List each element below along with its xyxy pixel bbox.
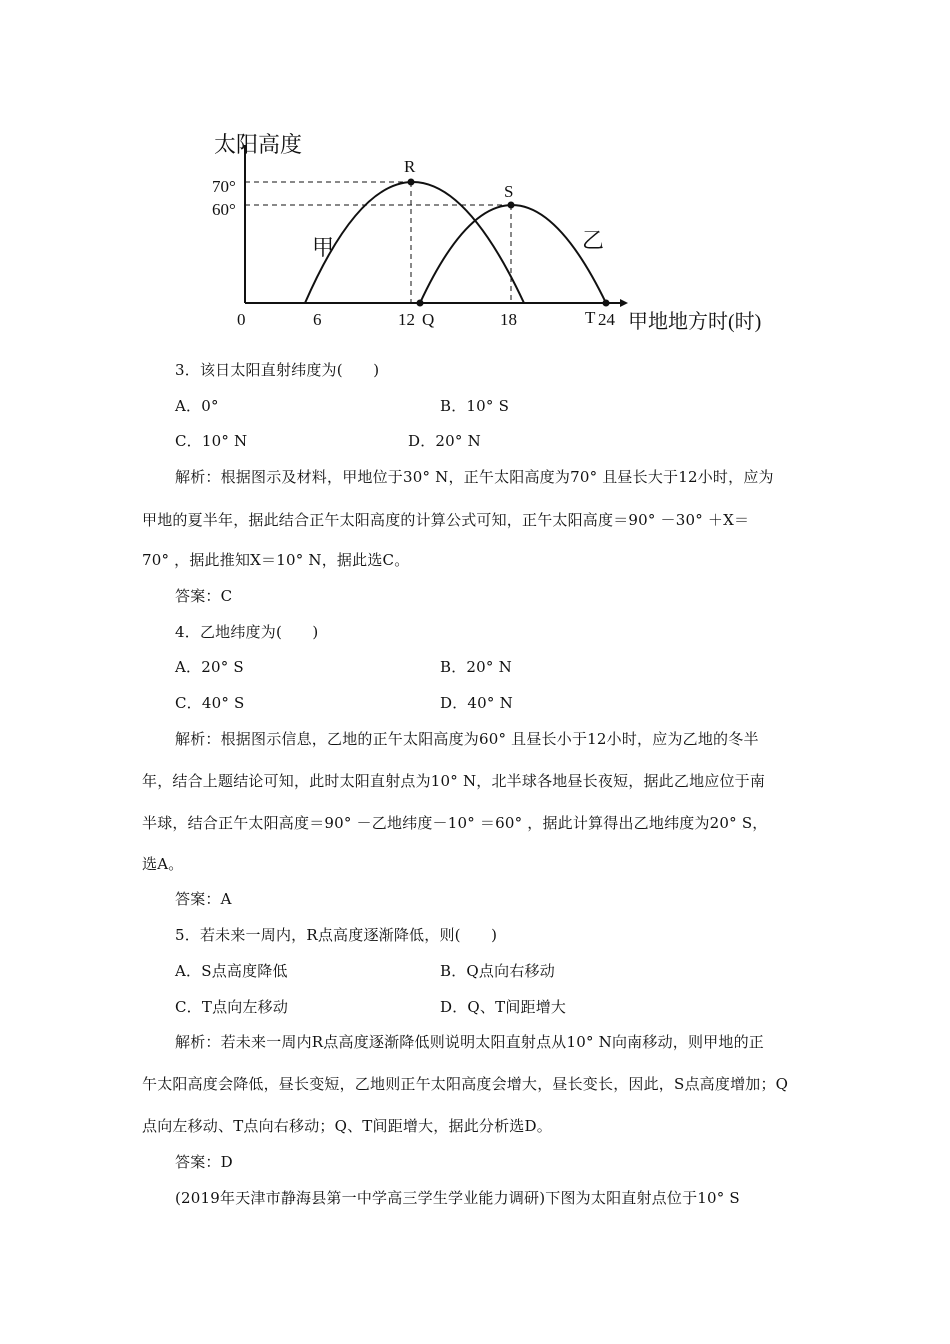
series-yi-curve: [420, 205, 606, 303]
x-tick-18: 18: [500, 310, 517, 329]
q4-option-c: C．40° S: [175, 694, 245, 712]
series-jia-curve: [305, 182, 524, 303]
y-tick-60: 60°: [212, 200, 236, 219]
q4-option-a: A．20° S: [175, 658, 244, 676]
point-R-label: R: [404, 157, 416, 176]
q5-option-c: C．T点向左移动: [175, 998, 289, 1016]
series-jia-label: 甲: [312, 235, 335, 260]
point-S: [508, 202, 515, 209]
point-Q: [417, 300, 424, 307]
chart-title: 太阳高度: [214, 132, 303, 157]
q4-answer: 答案：A: [175, 890, 232, 908]
y-tick-70: 70°: [212, 177, 236, 196]
q3-answer: 答案：C: [175, 587, 233, 605]
x-tick-0: 0: [237, 310, 246, 329]
q4-analysis-3: 半球，结合正午太阳高度＝90° －乙地纬度－10° ＝60° ，据此计算得出乙地纬度为20° S，: [142, 814, 768, 832]
x-axis-arrow: [620, 299, 628, 307]
series-yi-label: 乙: [582, 228, 605, 253]
q3-analysis-2: 甲地的夏半年，据此结合正午太阳高度的计算公式可知，正午太阳高度＝90° －30° ＋X＝: [142, 511, 750, 529]
point-T-label: T: [585, 308, 596, 327]
q5-answer: 答案：D: [175, 1153, 233, 1171]
q3-option-a: A．0°: [175, 397, 219, 415]
q3-option-c: C．10° N: [175, 432, 248, 450]
q4-option-b: B．20° N: [440, 658, 512, 676]
x-tick-24: 24: [598, 310, 615, 329]
q5-option-b: B．Q点向右移动: [440, 962, 555, 980]
q4-analysis-4: 选A。: [142, 855, 184, 873]
q5-analysis-2: 午太阳高度会降低，昼长变短，乙地则正午太阳高度会增大，昼长变长，因此，S点高度增加；Q: [142, 1075, 789, 1093]
point-R: [408, 179, 415, 186]
x-axis-label: 甲地地方时(时): [628, 311, 762, 333]
next-passage-intro: (2019年天津市静海县第一中学高三学生学业能力调研)下图为太阳直射点位于10° S: [175, 1189, 740, 1207]
point-Q-label: Q: [422, 310, 435, 329]
q3-option-d: D．20° N: [408, 432, 481, 450]
x-tick-6: 6: [313, 310, 322, 329]
q5-analysis-3: 点向左移动、T点向右移动；Q、T间距增大，据此分析选D。: [142, 1117, 552, 1135]
q3-stem: 3．该日太阳直射纬度为( ): [175, 361, 380, 379]
x-tick-12: 12: [398, 310, 415, 329]
q4-analysis-1: 解析：根据图示信息，乙地的正午太阳高度为60° 且昼长小于12小时，应为乙地的冬半: [175, 730, 759, 748]
q4-option-d: D．40° N: [440, 694, 513, 712]
q4-stem: 4．乙地纬度为( ): [175, 623, 319, 641]
q3-analysis-1: 解析：根据图示及材料，甲地位于30° N，正午太阳高度为70° 且昼长大于12小时，应为: [175, 468, 774, 486]
q5-option-a: A．S点高度降低: [175, 962, 288, 980]
q4-analysis-2: 年，结合上题结论可知，此时太阳直射点为10° N，北半球各地昼长夜短，据此乙地应位于南: [142, 772, 766, 790]
q5-option-d: D．Q、T间距增大: [440, 998, 567, 1016]
q5-analysis-1: 解析：若未来一周内R点高度逐渐降低则说明太阳直射点从10° N向南移动，则甲地的正: [175, 1033, 764, 1051]
q3-option-b: B．10° S: [440, 397, 510, 415]
q5-stem: 5．若未来一周内，R点高度逐渐降低，则( ): [175, 926, 498, 944]
solar-altitude-chart: [200, 120, 800, 350]
q3-analysis-3: 70° ，据此推知X＝10° N，据此选C。: [142, 551, 410, 569]
point-T: [603, 300, 610, 307]
point-S-label: S: [504, 182, 514, 201]
